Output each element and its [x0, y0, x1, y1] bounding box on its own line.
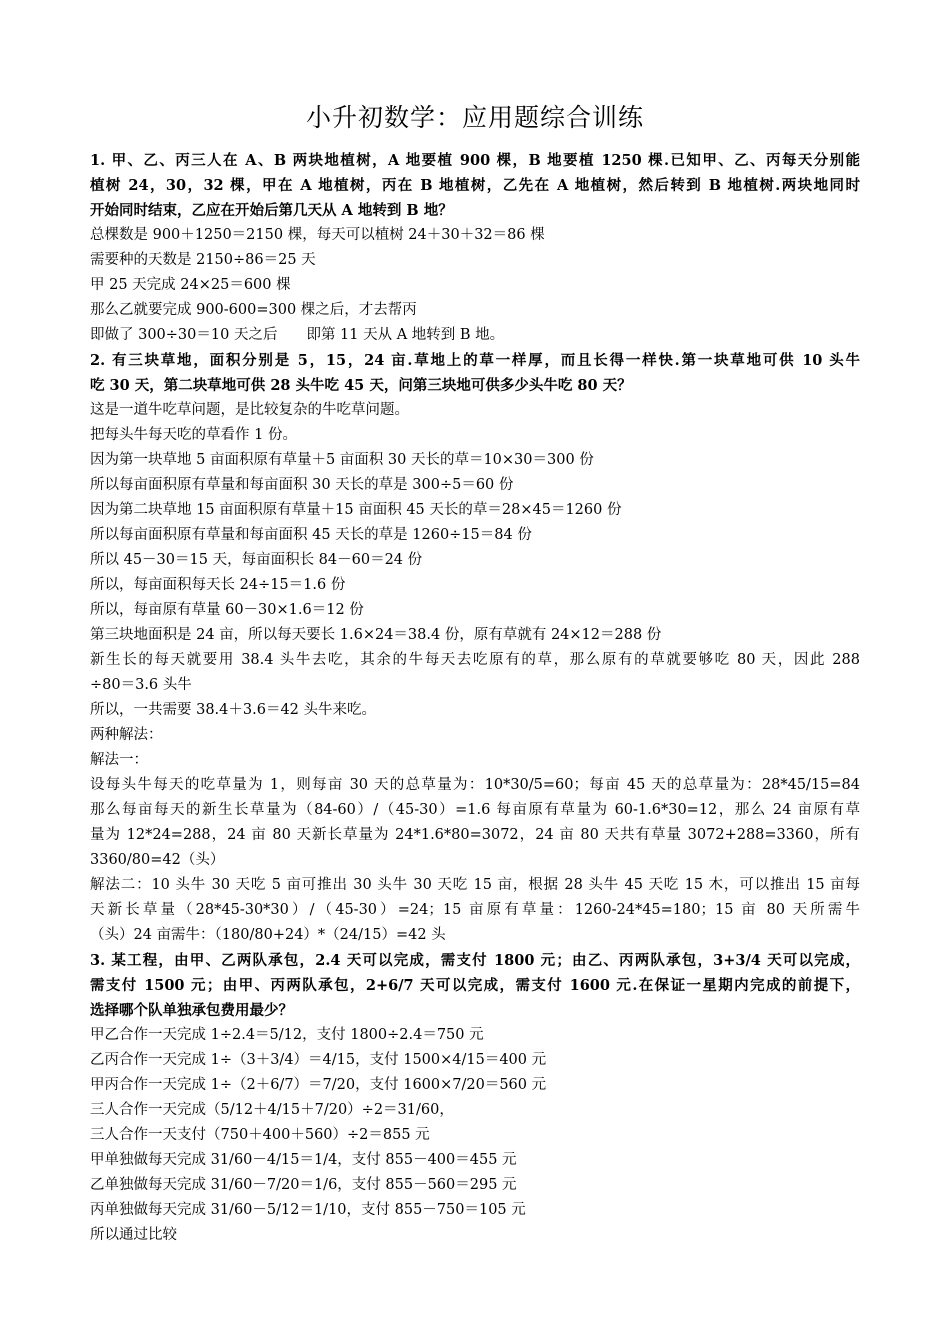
- solution-text-line: 甲乙合作一天完成 1÷2.4＝5/12，支付 1800÷2.4＝750 元: [90, 1027, 484, 1043]
- solution-text-line: 两种解法：: [90, 727, 163, 743]
- solution-text-line: 所以 45－30＝15 天，每亩面积长 84－60＝24 份: [90, 552, 423, 568]
- solution-text-line: 乙丙合作一天完成 1÷（3＋3/4）＝4/15，支付 1500×4/15＝400 元: [90, 1052, 547, 1068]
- solution-text-line: 解法一：: [90, 752, 148, 768]
- solution-text-line: 总棵数是 900＋1250＝2150 棵，每天可以植树 24＋30＋32＝86 棵: [90, 227, 545, 243]
- solution-text-line: 需要种的天数是 2150÷86＝25 天: [90, 252, 316, 268]
- question-text-line: 开始同时结束，乙应在开始后第几天从 A 地转到 B 地？: [90, 202, 453, 219]
- solution-text-line: 即做了 300÷30＝10 天之后 即第 11 天从 A 地转到 B 地。: [90, 327, 505, 343]
- solution-text-line: 乙单独做每天完成 31/60－7/20＝1/6，支付 855－560＝295 元: [90, 1177, 517, 1193]
- question-text-line: 需支付 1500 元；由甲、丙两队承包，2+6/7 天可以完成，需支付 1600 元.在保证一星期内完成的前提下，: [90, 977, 860, 994]
- solution-text-line: 所以，每亩原有草量 60－30×1.6＝12 份: [90, 602, 364, 618]
- solution-text-line: 那么乙就要完成 900-600=300 棵之后，才去帮丙: [90, 302, 417, 318]
- question-text-line: 1. 甲、乙、丙三人在 A、B 两块地植树，A 地要植 900 棵，B 地要植 1250 棵.已知甲、乙、丙每天分别能: [90, 152, 860, 169]
- solution-text-line: 所以通过比较: [90, 1227, 177, 1243]
- solution-text-line: 所以，一共需要 38.4＋3.6＝42 头牛来吃。: [90, 702, 377, 718]
- solution-text-line: 解法二：10 头牛 30 天吃 5 亩可推出 30 头牛 30 天吃 15 亩，根据 28 头牛 45 天吃 15 木，可以推出 15 亩每: [90, 877, 860, 893]
- solution-text-line: 甲丙合作一天完成 1÷（2＋6/7）＝7/20，支付 1600×7/20＝560 元: [90, 1077, 547, 1093]
- solution-text-line: 设每头牛每天的吃草量为 1，则每亩 30 天的总草量为：10*30/5=60；每亩 45 天的总草量为：28*45/15=84: [90, 777, 860, 793]
- solution-text-line: 第三块地面积是 24 亩，所以每天要长 1.6×24＝38.4 份，原有草就有 24×12＝288 份: [90, 627, 662, 643]
- solution-text-line: 量为 12*24=288，24 亩 80 天新长草量为 24*1.6*80=3072，24 亩 80 天共有草量 3072+288=3360，所有: [90, 827, 860, 843]
- solution-text-line: 所以，每亩面积每天长 24÷15＝1.6 份: [90, 577, 346, 593]
- page-title: 小升初数学：应用题综合训练: [305, 103, 644, 132]
- solution-text-line: 三人合作一天支付（750＋400＋560）÷2＝855 元: [90, 1127, 430, 1143]
- solution-text-line: 甲单独做每天完成 31/60－4/15＝1/4，支付 855－400＝455 元: [90, 1152, 517, 1168]
- solution-text-line: 那么每亩每天的新生长草量为（84-60）/（45-30）=1.6 每亩原有草量为 60-1.6*30=12，那么 24 亩原有草: [90, 802, 860, 818]
- question-text-line: 植树 24，30，32 棵，甲在 A 地植树，丙在 B 地植树，乙先在 A 地植树，然后转到 B 地植树.两块地同时: [90, 177, 860, 194]
- solution-text-line: 因为第二块草地 15 亩面积原有草量＋15 亩面积 45 天长的草＝28×45＝1260 份: [90, 502, 622, 518]
- question-text-line: 3. 某工程，由甲、乙两队承包，2.4 天可以完成，需支付 1800 元；由乙、丙两队承包，3+3/4 天可以完成，: [90, 952, 860, 969]
- solution-text-line: 新生长的每天就要用 38.4 头牛去吃，其余的牛每天去吃原有的草，那么原有的草就要够吃 80 天，因此 288: [90, 652, 860, 668]
- solution-text-line: 因为第一块草地 5 亩面积原有草量＋5 亩面积 30 天长的草＝10×30＝300 份: [90, 452, 594, 468]
- solution-text-line: 3360/80=42（头）: [90, 852, 225, 868]
- solution-text-line: 所以每亩面积原有草量和每亩面积 30 天长的草是 300÷5＝60 份: [90, 477, 514, 493]
- question-text-line: 选择哪个队单独承包费用最少？: [90, 1002, 293, 1019]
- question-text-line: 2. 有三块草地，面积分别是 5，15，24 亩.草地上的草一样厚，而且长得一样快.第一块草地可供 10 头牛: [90, 352, 860, 369]
- question-text-line: 吃 30 天，第二块草地可供 28 头牛吃 45 天，问第三块地可供多少头牛吃 80 天？: [90, 377, 632, 394]
- solution-text-line: 把每头牛每天吃的草看作 1 份。: [90, 427, 297, 443]
- solution-text-line: 丙单独做每天完成 31/60－5/12＝1/10，支付 855－750＝105 元: [90, 1202, 526, 1218]
- solution-text-line: 这是一道牛吃草问题，是比较复杂的牛吃草问题。: [90, 402, 409, 418]
- solution-text-line: （头）24 亩需牛：（180/80+24）*（24/15）=42 头: [90, 927, 446, 943]
- solution-text-line: 三人合作一天完成（5/12＋4/15＋7/20）÷2＝31/60，: [90, 1102, 454, 1118]
- solution-text-line: 甲 25 天完成 24×25＝600 棵: [90, 277, 291, 293]
- solution-text-line: ÷80＝3.6 头牛: [90, 677, 192, 693]
- solution-text-line: 所以每亩面积原有草量和每亩面积 45 天长的草是 1260÷15＝84 份: [90, 527, 532, 543]
- document-body: [90, 148, 860, 1248]
- solution-text-line: 天新长草量（28*45-30*30）/（45-30）=24；15 亩原有草量：1260-24*45=180；15 亩 80 天所需牛: [90, 902, 860, 918]
